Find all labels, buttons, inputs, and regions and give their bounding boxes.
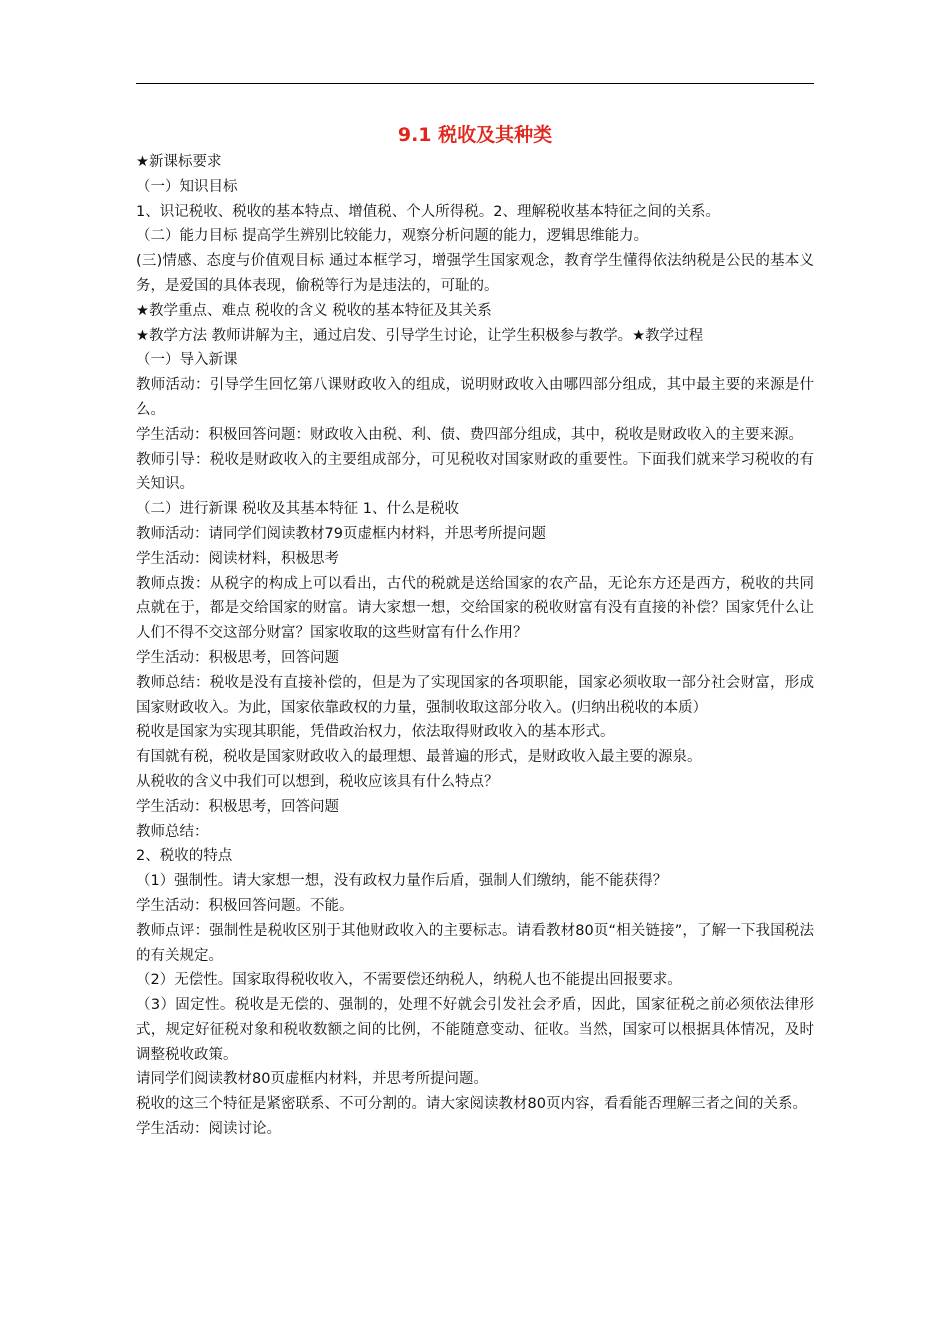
- document-body: [136, 150, 814, 1142]
- paragraph: 学生活动：积极思考，回答问题: [136, 649, 339, 666]
- paragraph: 税收的这三个特征是紧密联系、不可分割的。请大家阅读教材80页内容，看看能否理解三者之间的关系。: [136, 1096, 807, 1113]
- paragraph: 教师点评：强制性是税收区别于其他财政收入的主要标志。请看教材80页“相关链接”，了解一下我国税法的有关规定。: [136, 922, 814, 964]
- paragraph: （一）导入新课: [136, 352, 238, 369]
- paragraph: 有国就有税，税收是国家财政收入的最理想、最普遍的形式，是财政收入最主要的源泉。: [136, 749, 702, 766]
- paragraph: 1、识记税收、税收的基本特点、增值税、个人所得税。2、理解税收基本特征之间的关系。: [136, 203, 720, 220]
- paragraph: （二）能力目标 提高学生辨别比较能力，观察分析问题的能力，逻辑思维能力。: [136, 228, 649, 245]
- paragraph: 学生活动：积极回答问题：财政收入由税、利、债、费四部分组成，其中，税收是财政收入的主要来源。: [136, 426, 803, 443]
- paragraph: ★新课标要求: [136, 154, 222, 170]
- paragraph: （2）无偿性。国家取得税收收入，不需要偿还纳税人，纳税人也不能提出回报要求。: [136, 972, 682, 989]
- paragraph: （一）知识目标: [136, 178, 238, 195]
- paragraph: 教师引导：税收是财政收入的主要组成部分，可见税收对国家财政的重要性。下面我们就来学习税收的有关知识。: [136, 451, 814, 493]
- paragraph: 教师活动：引导学生回忆第八课财政收入的组成，说明财政收入由哪四部分组成，其中最主要的来源是什么。: [136, 377, 814, 418]
- paragraph: 税收是国家为实现其职能，凭借政治权力，依法取得财政收入的基本形式。: [136, 724, 615, 741]
- paragraph: 教师总结：: [136, 823, 209, 840]
- paragraph: 学生活动：积极思考，回答问题: [136, 798, 339, 815]
- paragraph: 从税收的含义中我们可以想到，税收应该具有什么特点？: [136, 773, 499, 790]
- paragraph: 学生活动：积极回答问题。不能。: [136, 897, 354, 914]
- paragraph: ★教学方法 教师讲解为主，通过启发、引导学生讨论，让学生积极参与教学。★教学过程: [136, 327, 704, 344]
- paragraph: 学生活动：阅读讨论。: [136, 1121, 281, 1138]
- paragraph: 教师总结：税收是没有直接补偿的，但是为了实现国家的各项职能，国家必须收取一部分社会财富，形成国家财政收入。为此，国家依靠政权的力量，强制收取这部分收入。(归纳出税收的本质）: [136, 674, 814, 716]
- header-rule: [136, 83, 814, 84]
- paragraph: （3）固定性。税收是无偿的、强制的，处理不好就会引发社会矛盾，因此，国家征税之前必须依法律形式，规定好征税对象和税收数额之间的比例，不能随意变动、征收。当然，国家可以根据具体情况，及时调整税收政策。: [136, 997, 814, 1063]
- paragraph: 请同学们阅读教材80页虚框内材料，并思考所提问题。: [136, 1071, 488, 1088]
- paragraph: 教师活动：请同学们阅读教材79页虚框内材料，并思考所提问题: [136, 525, 546, 542]
- document-title: 9.1 税收及其种类: [397, 124, 553, 146]
- paragraph: （1）强制性。请大家想一想，没有政权力量作后盾，强制人们缴纳，能不能获得？: [136, 873, 668, 890]
- paragraph: (三)情感、态度与价值观目标 通过本框学习，增强学生国家观念，教育学生懂得依法纳税是公民的基本义务，是爱国的具体表现，偷税等行为是违法的，可耻的。: [136, 253, 814, 294]
- paragraph: （二）进行新课 税收及其基本特征 1、什么是税收: [136, 501, 459, 518]
- paragraph: ★教学重点、难点 税收的含义 税收的基本特征及其关系: [136, 302, 492, 319]
- paragraph: 学生活动：阅读材料，积极思考: [136, 550, 339, 567]
- paragraph: 教师点拨：从税字的构成上可以看出，古代的税就是送给国家的农产品，无论东方还是西方，税收的共同点就在于，都是交给国家的财富。请大家想一想，交给国家的税收财富有没有直接的补偿？国家凭什么让人们不得不交这部分财富？国家收取的这些财富有什么作用？: [136, 575, 814, 642]
- paragraph: 2、税收的特点: [136, 848, 233, 865]
